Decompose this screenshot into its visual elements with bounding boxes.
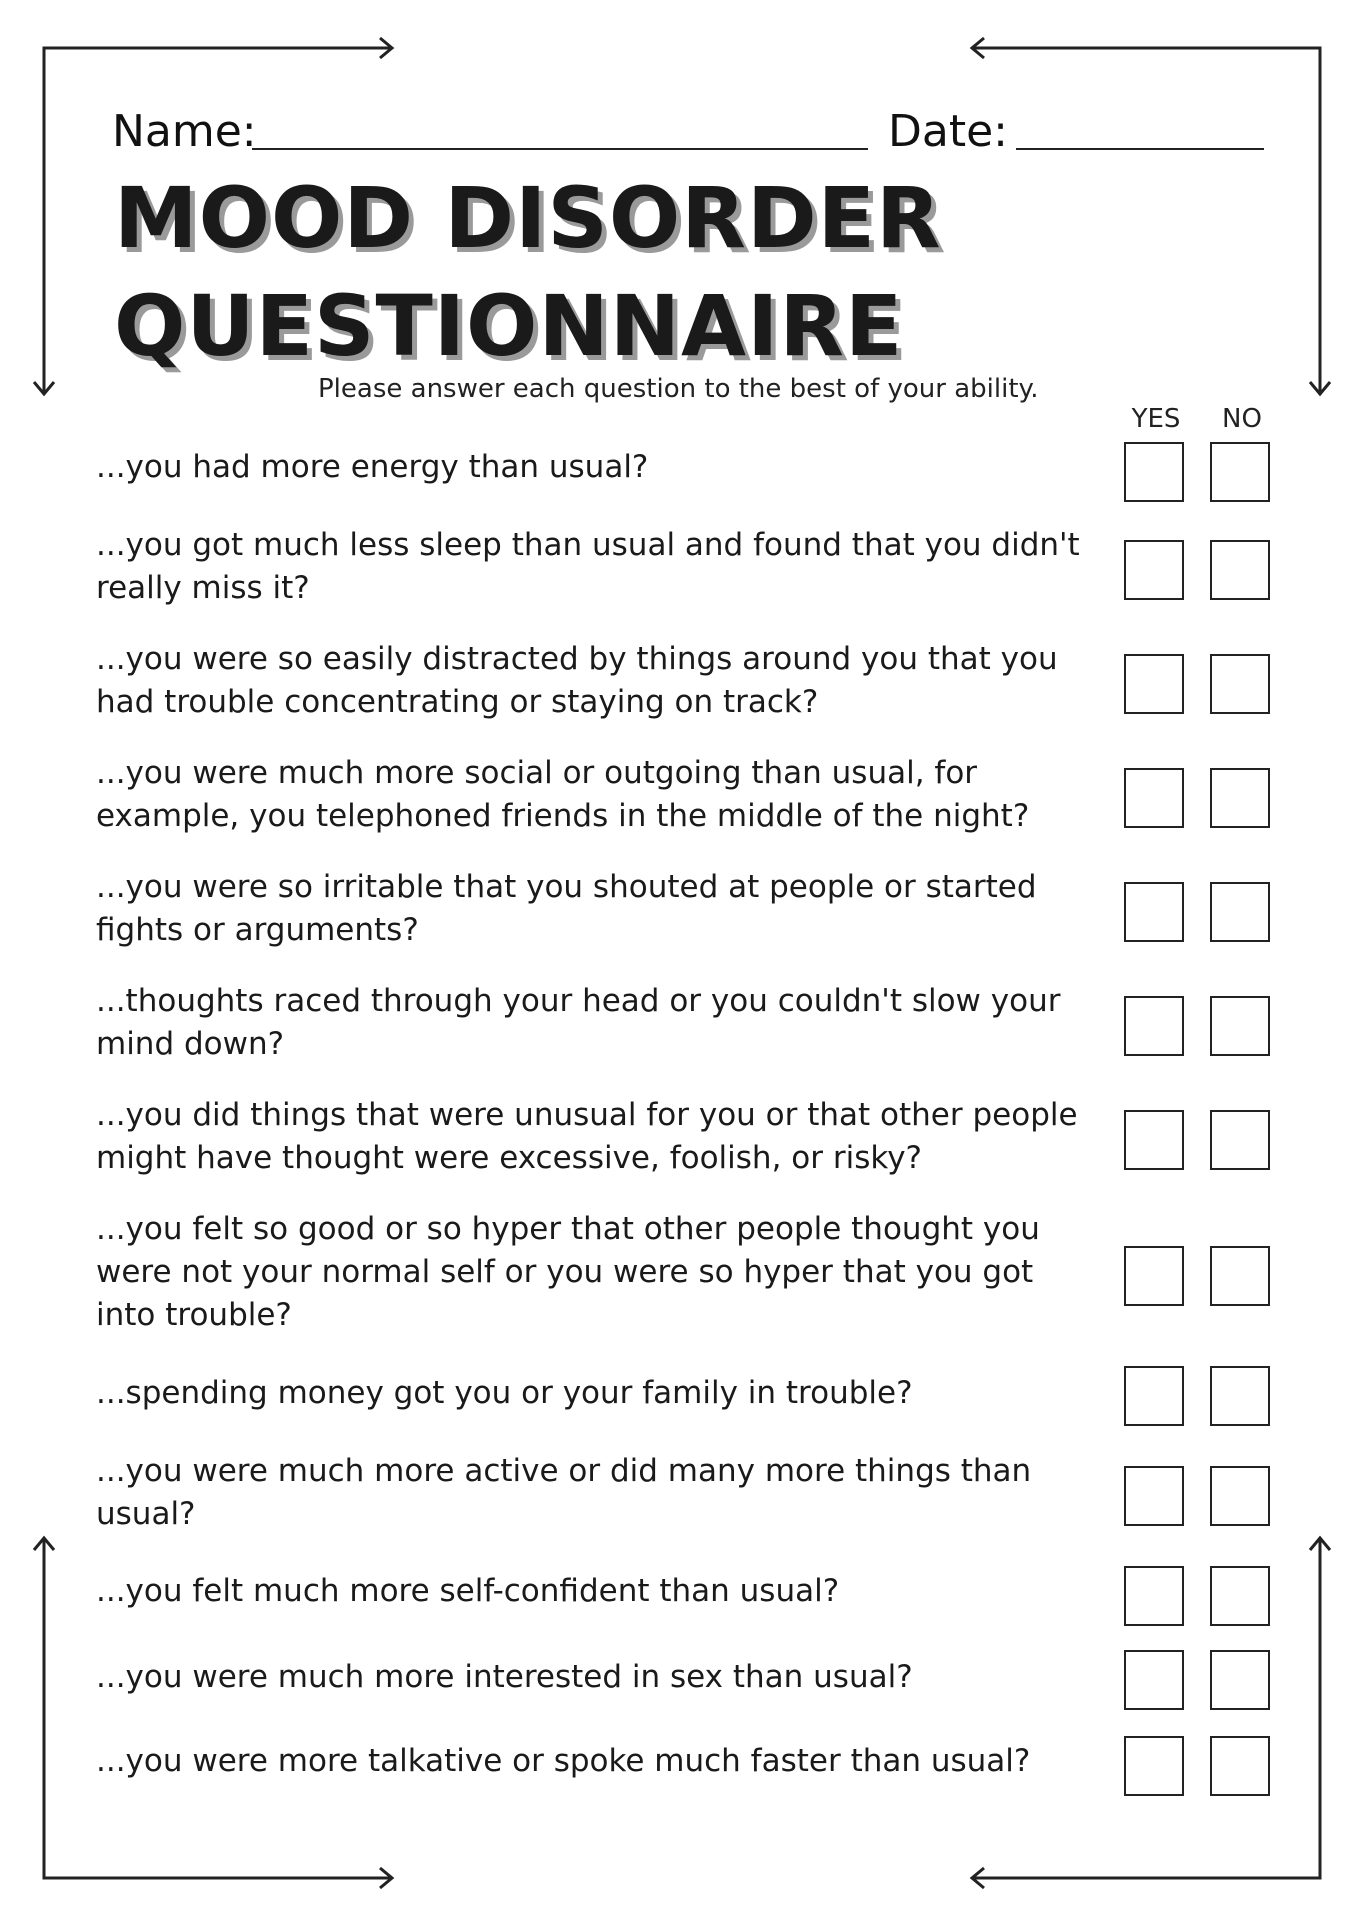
yes-column-header: YES: [1131, 404, 1181, 434]
name-label: Name:: [112, 106, 257, 157]
question-1-text: ...you had more energy than usual?: [96, 449, 649, 485]
question-2-no-checkbox[interactable]: [1210, 540, 1270, 600]
question-2-text: ...you got much less sleep than usual and found that you didn't really miss it?: [96, 527, 1080, 606]
question-1-no-checkbox[interactable]: [1210, 442, 1270, 502]
question-9-text: ...spending money got you or your family in trouble?: [96, 1375, 913, 1411]
question-12-no-checkbox[interactable]: [1210, 1650, 1270, 1710]
no-column-header: NO: [1222, 404, 1262, 434]
question-6-yes-checkbox[interactable]: [1124, 996, 1184, 1056]
question-5-text: ...you were so irritable that you shouted at people or started fights or arguments?: [96, 869, 1037, 948]
question-4-yes-checkbox[interactable]: [1124, 768, 1184, 828]
question-9-yes-checkbox[interactable]: [1124, 1366, 1184, 1426]
corner-arrow-top-right: [964, 34, 1334, 404]
question-3-yes-checkbox[interactable]: [1124, 654, 1184, 714]
title-line-2: QUESTIONNAIRE: [114, 277, 904, 375]
question-11-no-checkbox[interactable]: [1210, 1566, 1270, 1626]
question-5-yes-checkbox[interactable]: [1124, 882, 1184, 942]
question-4-text: ...you were much more social or outgoing than usual, for example, you telephoned friends in the middle of the night?: [96, 755, 1030, 834]
question-13-yes-checkbox[interactable]: [1124, 1736, 1184, 1796]
question-6-no-checkbox[interactable]: [1210, 996, 1270, 1056]
question-8-yes-checkbox[interactable]: [1124, 1246, 1184, 1306]
question-11-text: ...you felt much more self-confident than usual?: [96, 1573, 840, 1609]
date-field[interactable]: [1016, 148, 1264, 150]
question-6-text: ...thoughts raced through your head or you couldn't slow your mind down?: [96, 983, 1061, 1062]
date-label: Date:: [888, 106, 1008, 157]
question-5-no-checkbox[interactable]: [1210, 882, 1270, 942]
question-7-text: ...you did things that were unusual for you or that other people might have thought were excessive, foolish, or risky?: [96, 1097, 1078, 1176]
question-7-no-checkbox[interactable]: [1210, 1110, 1270, 1170]
question-11-yes-checkbox[interactable]: [1124, 1566, 1184, 1626]
question-8-text: ...you felt so good or so hyper that other people thought you were not your normal self or you were so hyper that you got into trouble?: [96, 1211, 1040, 1333]
question-13-no-checkbox[interactable]: [1210, 1736, 1270, 1796]
name-field[interactable]: [252, 148, 868, 150]
question-8-no-checkbox[interactable]: [1210, 1246, 1270, 1306]
question-3-no-checkbox[interactable]: [1210, 654, 1270, 714]
question-10-no-checkbox[interactable]: [1210, 1466, 1270, 1526]
question-12-text: ...you were much more interested in sex than usual?: [96, 1659, 913, 1695]
question-3-text: ...you were so easily distracted by things around you that you had trouble concentrating or staying on track?: [96, 641, 1058, 720]
title-line-1: MOOD DISORDER: [114, 169, 942, 267]
question-13-text: ...you were more talkative or spoke much faster than usual?: [96, 1743, 1031, 1779]
question-4-no-checkbox[interactable]: [1210, 768, 1270, 828]
question-2-yes-checkbox[interactable]: [1124, 540, 1184, 600]
question-1-yes-checkbox[interactable]: [1124, 442, 1184, 502]
question-10-yes-checkbox[interactable]: [1124, 1466, 1184, 1526]
question-7-yes-checkbox[interactable]: [1124, 1110, 1184, 1170]
instruction-text: Please answer each question to the best of your ability.: [318, 374, 1039, 404]
question-10-text: ...you were much more active or did many more things than usual?: [96, 1453, 1032, 1532]
question-12-yes-checkbox[interactable]: [1124, 1650, 1184, 1710]
question-9-no-checkbox[interactable]: [1210, 1366, 1270, 1426]
